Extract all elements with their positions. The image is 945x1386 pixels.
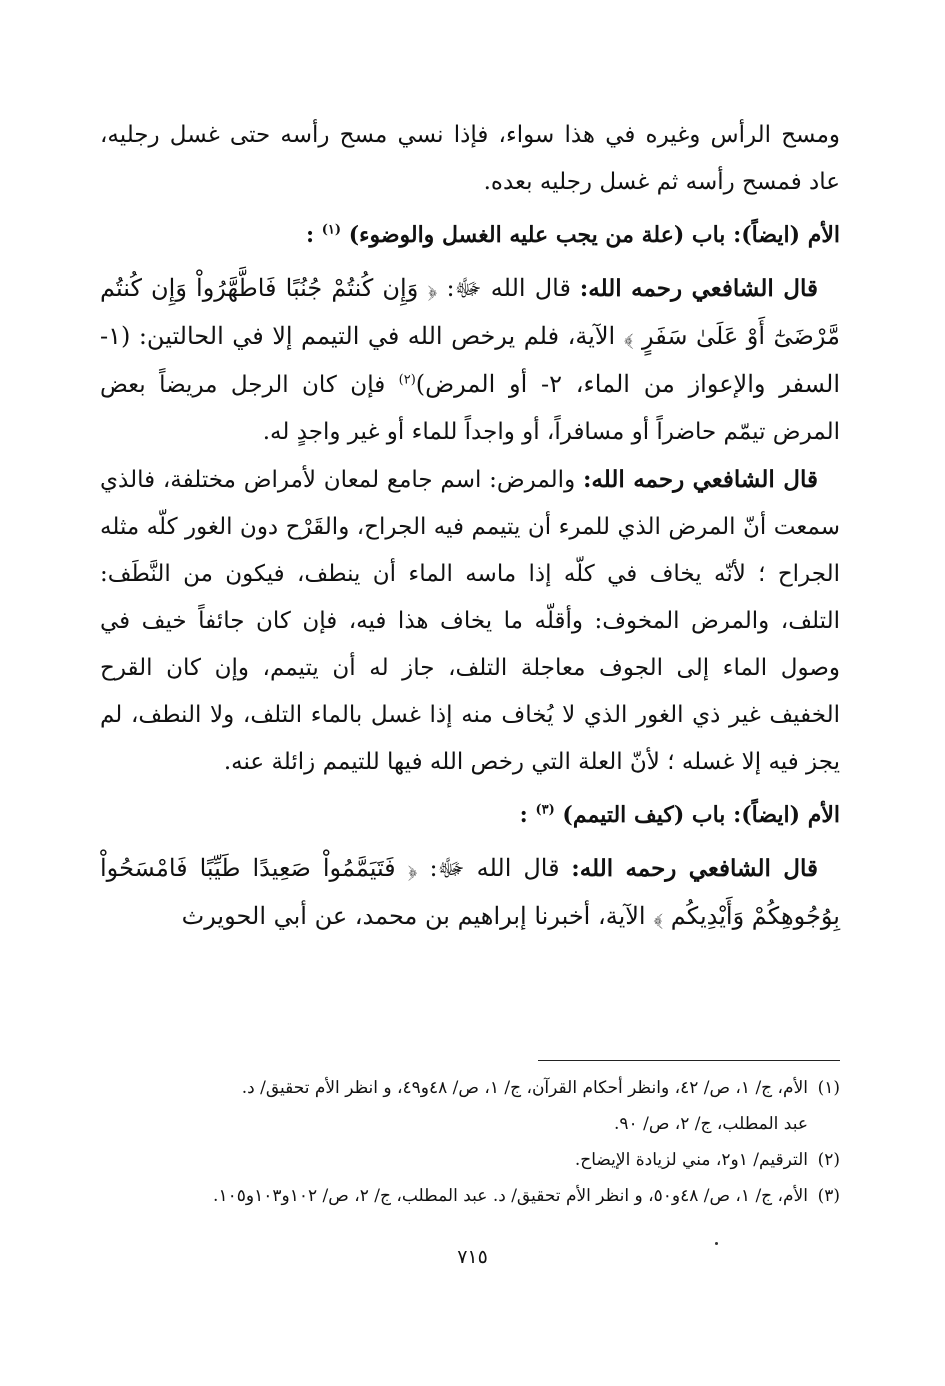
quran-quote-text: قال الله ﷻ: ﴿ وَإِن كُنتُمْ جُنُبًا فَاطَّهَّرُواْ وَإِن كُنتُم مَّرْضَىٰٓ أَوْ عَلَىٰ سَفَرٍ ﴾ الآية، فلم يرخص الله في التيمم إلا في الحالتين: (١- السفر والإعواز من الماء، ٢- أو المرض) <box>100 274 841 398</box>
ink-speck <box>715 1242 718 1245</box>
footnote-text: الأم، ج/ ١، ص/ ٤٨و٥٠، و انظر الأم تحقيق/ د. عبد المطلب، ج/ ٢، ص/ ١٠٢و١٠٣و١٠٥. <box>213 1186 808 1206</box>
paragraph-4 <box>100 845 840 941</box>
footnote-ref-2: (٢) <box>398 372 416 388</box>
paragraph-1: ومسح الرأس وغيره في هذا سواء، فإذا نسي مسح رأسه حتى غسل رجليه، عاد فمسح رأسه ثم غسل رجليه بعده. <box>100 122 840 195</box>
paragraph-2-tail: فإن كان الرجل مريضاً بعض المرض تيمّم حاضراً أو مسافراً، أو واجداً للماء أو غير واجدٍ له. <box>100 372 840 445</box>
heading-colon: : <box>519 802 528 828</box>
page-number: ٧١٥ <box>457 1246 488 1268</box>
footnote-2 <box>100 1142 840 1178</box>
footnote-number: (٣) <box>817 1186 840 1206</box>
heading-text: الأم (ايضاً): باب (كيف التيمم) <box>562 802 840 828</box>
section-heading-2 <box>100 792 840 839</box>
speaker-attribution: قال الشافعي رحمه الله: <box>582 466 818 493</box>
footnote-ref-3: (٣) <box>535 802 555 818</box>
footnote-3 <box>100 1178 840 1214</box>
section-heading-1 <box>100 212 840 259</box>
footnote-number: (١) <box>817 1078 840 1098</box>
heading-colon: : <box>305 222 315 248</box>
paragraph-4-text: قال الله ﷻ: ﴿ فَتَيَمَّمُواْ صَعِيدًا طَيِّبًا فَامْسَحُواْ بِوُجُوهِكُمْ وَأَيْدِيكُم ﴾ الآية، أخبرنا إبراهيم بن محمد، عن أبي الحويرث <box>100 854 840 930</box>
footnote-ref-1: (١) <box>321 222 342 238</box>
footnote-separator <box>538 1060 840 1061</box>
footnote-number: (٢) <box>817 1150 840 1170</box>
main-text <box>100 112 840 941</box>
footnote-text: الترقيم/ ١و٢، مني لزيادة الإيضاح. <box>574 1150 808 1170</box>
paragraph-2 <box>100 265 840 456</box>
footnote-1-continuation: عبد المطلب، ج/ ٢، ص/ ٩٠. <box>614 1114 808 1134</box>
speaker-attribution: قال الشافعي رحمه الله: <box>571 855 818 882</box>
speaker-attribution: قال الشافعي رحمه الله: <box>579 275 819 302</box>
footnotes <box>100 1070 840 1214</box>
heading-text: الأم (ايضاً): باب (علة من يجب عليه الغسل والوضوء) <box>348 222 840 248</box>
paragraph-3-text: والمرض: اسم جامع لمعان لأمراض مختلفة، فالذي سمعت أنّ المرض الذي للمرء أن يتيمم فيه الجراح، والقَرْح دون الغور كلّه مثله الجراح ؛ لأنّه يخاف في كلّه إذا ماسه الماء أن ينطف، فيكون من النَّطَف: التلف، والمرض المخوف: وأقلّه ما يخاف هذا فيه، فإن كان جائفاً خيف في وصول الماء إلى الجوف معاجلة التلف، جاز له أن يتيمم، وإن كان القرح الخفيف غير ذي الغور الذي لا يُخاف منه إذا غسل بالماء التلف، ولا النطف، لم يجز فيه إلا غسله ؛ لأنّ العلة التي رخص الله فيها للتيمم زائلة عنه. <box>100 467 840 775</box>
footnote-1 <box>100 1070 840 1106</box>
paragraph-3 <box>100 456 840 786</box>
footnote-text: الأم، ج/ ١، ص/ ٤٢، وانظر أحكام القرآن، ج/ ١، ص/ ٤٨و٤٩، و انظر الأم تحقيق/ د. <box>241 1078 808 1098</box>
